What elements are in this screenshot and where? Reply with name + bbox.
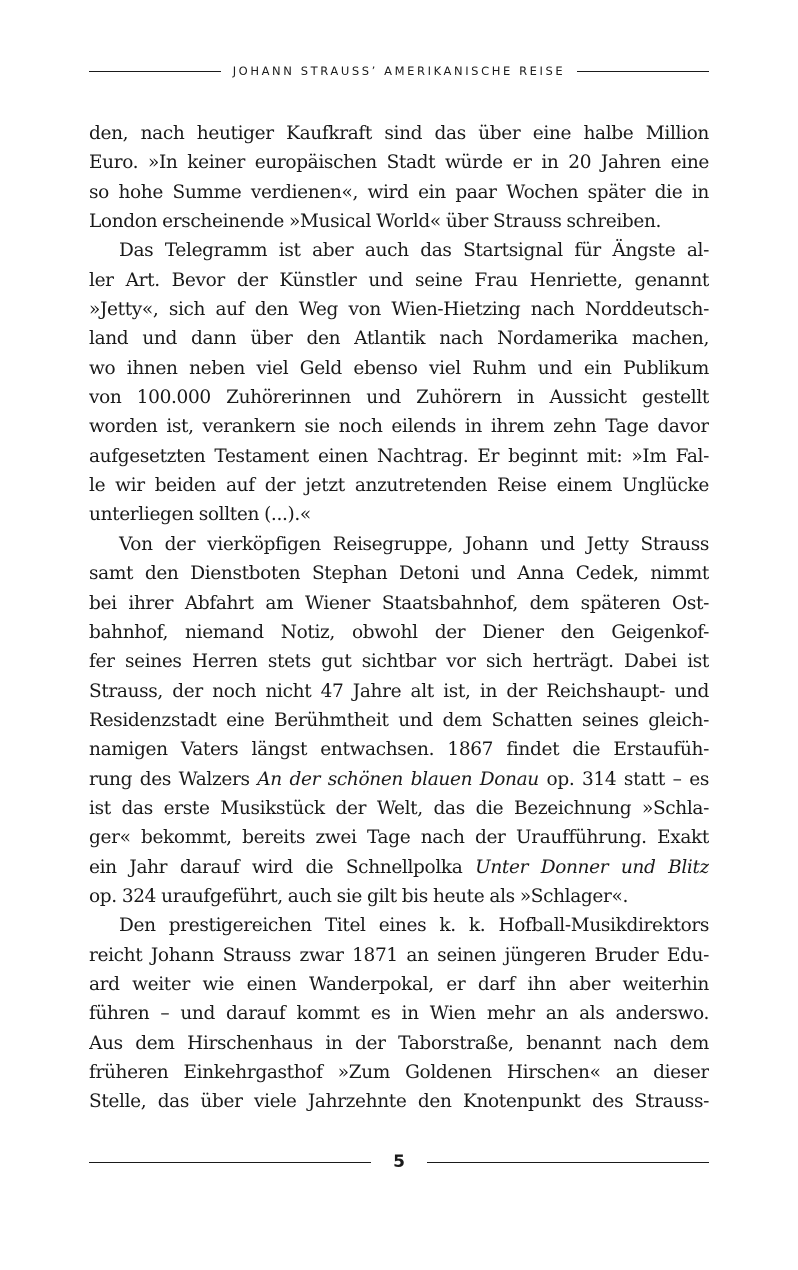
header-rule-right (577, 71, 709, 72)
page-footer (89, 1152, 709, 1172)
text-line: London erscheinende »Musical World« über Strauss schreiben. (89, 211, 662, 233)
text-line: land und dann über den Atlantik nach Nordamerika machen, (89, 328, 709, 350)
text-line: bahnhof, niemand Notiz, obwohl der Diener den Geigenkof- (89, 621, 709, 643)
running-title: JOHANN STRAUSS’ AMERIKANISCHE REISE (232, 64, 566, 78)
header-rule-left (89, 71, 221, 72)
text-line: ist das erste Musikstück der Welt, das die Bezeichnung »Schla- (89, 797, 709, 819)
text-line: reicht Johann Strauss zwar 1871 an seinen jüngeren Bruder Edu- (89, 944, 709, 966)
text-line: aufgesetzten Testament einen Nachtrag. Er beginnt mit: »Im Fal- (89, 445, 709, 467)
work-title-italic: An der schönen blauen Donau (257, 768, 539, 790)
paragraph-1 (89, 119, 709, 236)
paragraph-4 (89, 911, 709, 1116)
text-line: früheren Einkehrgasthof »Zum Goldenen Hirschen« an dieser (89, 1062, 709, 1083)
body-text (89, 119, 709, 1117)
text-line: führen – und darauf kommt es in Wien mehr an als anderswo. (89, 1003, 709, 1025)
text-line: worden ist, verankern sie noch eilends in ihrem zehn Tage davor (89, 416, 709, 438)
text-run: rung des Walzers (89, 768, 258, 790)
footer-rule-left (89, 1162, 371, 1163)
text-line: samt den Dienstboten Stephan Detoni und Anna Cedek, nimmt (89, 563, 709, 585)
text-line: op. 324 uraufgeführt, auch sie gilt bis heute als »Schlager«. (89, 885, 629, 907)
text-line: le wir beiden auf der jetzt anzutretenden Reise einem Unglücke (89, 475, 709, 497)
text-run: ein Jahr darauf wird die Schnellpolka (89, 856, 476, 878)
text-line: Das Telegramm ist aber auch das Startsignal für Ängste al- (119, 240, 709, 262)
text-line: Von der vierköpfigen Reisegruppe, Johann und Jetty Strauss (119, 533, 709, 555)
text-line: ler Art. Bevor der Künstler und seine Frau Henriette, genannt (89, 269, 709, 291)
text-line (89, 765, 709, 794)
text-line: Stelle, das über viele Jahrzehnte den Knotenpunkt des Strauss- (89, 1091, 709, 1113)
text-line: wo ihnen neben viel Geld ebenso viel Ruhm und ein Publikum (89, 357, 709, 379)
footer-rule-right (427, 1162, 709, 1163)
running-header (89, 64, 709, 78)
page-number: 5 (393, 1152, 405, 1172)
paragraph-2 (89, 236, 709, 529)
text-line: namigen Vaters längst entwachsen. 1867 findet die Erstaufüh- (89, 739, 709, 761)
text-line: Residenzstadt eine Berühmtheit und dem Schatten seines gleich- (89, 709, 709, 731)
text-line: ger« bekommt, bereits zwei Tage nach der Uraufführung. Exakt (89, 827, 709, 849)
text-line: unterliegen sollten (...).« (89, 504, 311, 526)
paragraph-3 (89, 530, 709, 911)
text-line (89, 853, 709, 882)
text-line: bei ihrer Abfahrt am Wiener Staatsbahnhof, dem späteren Ost- (89, 592, 709, 614)
text-line: Aus dem Hirschenhaus in der Taborstraße, benannt nach dem (89, 1032, 709, 1054)
text-line: den, nach heutiger Kaufkraft sind das über eine halbe Million (89, 123, 709, 144)
text-line: ard weiter wie einen Wanderpokal, er darf ihn aber weiterhin (89, 973, 709, 995)
text-line: so hohe Summe verdienen«, wird ein paar Wochen später die in (89, 181, 709, 203)
text-line: Euro. »In keiner europäischen Stadt würde er in 20 Jahren eine (89, 152, 709, 174)
text-line: von 100.000 Zuhörerinnen und Zuhörern in Aussicht gestellt (89, 387, 709, 409)
text-line: fer seines Herren stets gut sichtbar vor sich herträgt. Dabei ist (89, 651, 709, 673)
text-line: »Jetty«, sich auf den Weg von Wien-Hietzing nach Norddeutsch- (89, 299, 709, 321)
text-line: Den prestigereichen Titel eines k. k. Hofball-Musikdirektors (119, 915, 709, 937)
work-title-italic: Unter Donner und Blitz (475, 856, 709, 878)
text-run: op. 314 statt – es (538, 768, 709, 790)
text-line: Strauss, der noch nicht 47 Jahre alt ist, in der Reichshaupt- und (89, 680, 709, 702)
